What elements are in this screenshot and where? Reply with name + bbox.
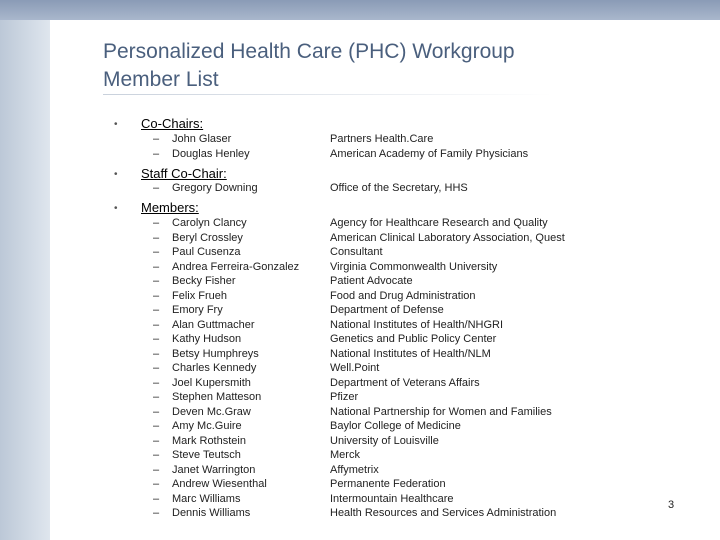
dash: –	[153, 391, 160, 403]
member-organization: Virginia Commonwealth University	[330, 260, 498, 273]
title-line-2: Member List	[103, 68, 219, 91]
member-organization: American Clinical Laboratory Association, Quest	[330, 231, 565, 244]
section-bullet: •	[114, 119, 118, 130]
member-organization: Pfizer	[330, 391, 359, 403]
member-organization: Baylor College of Medicine	[330, 420, 461, 432]
member-organization: Genetics and Public Policy Center	[330, 333, 497, 345]
dash: –	[153, 260, 160, 273]
dash: –	[153, 217, 160, 229]
list-item	[153, 132, 553, 147]
section-heading-staff-co-chair: Staff Co-Chair:	[141, 166, 227, 181]
member-name: John Glaser	[172, 133, 232, 145]
list-item	[153, 303, 553, 318]
list-item	[153, 318, 553, 333]
member-organization: Agency for Healthcare Research and Quality	[330, 217, 548, 229]
dash: –	[153, 333, 160, 345]
member-name: Stephen Matteson	[172, 391, 262, 403]
dash: –	[153, 246, 160, 258]
member-organization: Office of the Secretary, HHS	[330, 182, 468, 194]
list-item	[153, 245, 553, 260]
list-item	[153, 463, 553, 478]
member-organization: University of Louisville	[330, 434, 439, 447]
dash: –	[153, 463, 160, 476]
member-name: Beryl Crossley	[172, 231, 243, 244]
dash: –	[153, 231, 160, 244]
member-organization: Consultant	[330, 246, 383, 258]
page-number: 3	[668, 499, 675, 511]
dash: –	[153, 304, 160, 316]
member-name: Steve Teutsch	[172, 449, 241, 461]
member-name: Deven Mc.Graw	[172, 405, 251, 418]
member-organization: National Institutes of Health/NLM	[330, 347, 491, 360]
list-item	[153, 434, 553, 449]
member-name: Douglas Henley	[172, 147, 250, 160]
section-heading-co-chairs: Co-Chairs:	[141, 116, 204, 131]
member-name: Charles Kennedy	[172, 362, 257, 374]
member-organization: Partners Health.Care	[330, 133, 434, 145]
section-bullet: •	[114, 203, 118, 214]
list-item	[153, 448, 553, 463]
member-name: Kathy Hudson	[172, 333, 242, 345]
list-item	[153, 376, 553, 391]
dash: –	[153, 376, 160, 389]
dash: –	[153, 147, 160, 160]
dash: –	[153, 318, 160, 331]
slide-title	[103, 38, 663, 94]
member-name: Becky Fisher	[172, 275, 236, 287]
title-divider	[103, 94, 553, 95]
list-item	[153, 419, 553, 434]
dash: –	[153, 507, 160, 519]
dash: –	[153, 347, 160, 360]
member-name: Joel Kupersmith	[172, 376, 251, 389]
member-organization: Permanente Federation	[330, 478, 446, 490]
member-organization: Department of Veterans Affairs	[330, 376, 480, 389]
member-organization: Patient Advocate	[330, 275, 413, 287]
list-item	[153, 216, 553, 231]
list-item	[153, 274, 553, 289]
member-name: Betsy Humphreys	[172, 347, 259, 360]
dash: –	[153, 133, 160, 145]
member-name: Alan Guttmacher	[172, 318, 255, 331]
list-item	[153, 390, 553, 405]
member-organization: Intermountain Healthcare	[330, 492, 454, 505]
list-item	[153, 181, 553, 196]
member-organization: Food and Drug Administration	[330, 289, 476, 302]
dash: –	[153, 182, 160, 194]
section-heading-members: Members:	[141, 200, 199, 215]
left-decorative-band	[0, 20, 50, 540]
list-item	[153, 260, 553, 275]
member-name: Felix Frueh	[172, 289, 228, 302]
dash: –	[153, 449, 160, 461]
list-item	[153, 361, 553, 376]
member-name: Andrea Ferreira-Gonzalez	[172, 260, 300, 273]
list-item	[153, 347, 553, 362]
member-name: Dennis Williams	[172, 507, 251, 519]
list-item	[153, 477, 553, 492]
member-organization: Merck	[330, 449, 360, 461]
list-item	[153, 405, 553, 420]
dash: –	[153, 420, 160, 432]
member-organization: Department of Defense	[330, 304, 444, 316]
list-item	[153, 289, 553, 304]
dash: –	[153, 289, 160, 302]
member-organization: Health Resources and Services Administration	[330, 507, 557, 519]
member-organization: Well.Point	[330, 362, 380, 374]
member-organization: Affymetrix	[330, 463, 379, 476]
member-name: Janet Warrington	[172, 463, 256, 476]
list-item	[153, 147, 553, 162]
member-name: Emory Fry	[172, 304, 223, 316]
list-item	[153, 332, 553, 347]
member-name: Gregory Downing	[172, 182, 258, 194]
member-name: Carolyn Clancy	[172, 217, 247, 229]
dash: –	[153, 478, 160, 490]
member-organization: American Academy of Family Physicians	[330, 147, 529, 160]
member-name: Marc Williams	[172, 492, 241, 505]
member-organization: National Partnership for Women and Families	[330, 405, 552, 418]
dash: –	[153, 275, 160, 287]
list-item	[153, 492, 553, 507]
top-decorative-band	[0, 0, 720, 20]
dash: –	[153, 434, 160, 447]
member-name: Paul Cusenza	[172, 246, 241, 258]
dash: –	[153, 405, 160, 418]
list-item	[153, 506, 557, 521]
title-line-1: Personalized Health Care (PHC) Workgroup	[103, 40, 515, 63]
list-item	[153, 231, 565, 246]
dash: –	[153, 362, 160, 374]
member-name: Amy Mc.Guire	[172, 420, 242, 432]
member-organization: National Institutes of Health/NHGRI	[330, 318, 504, 331]
member-name: Mark Rothstein	[172, 434, 246, 447]
member-name: Andrew Wiesenthal	[172, 478, 267, 490]
dash: –	[153, 492, 160, 505]
section-bullet: •	[114, 169, 118, 180]
